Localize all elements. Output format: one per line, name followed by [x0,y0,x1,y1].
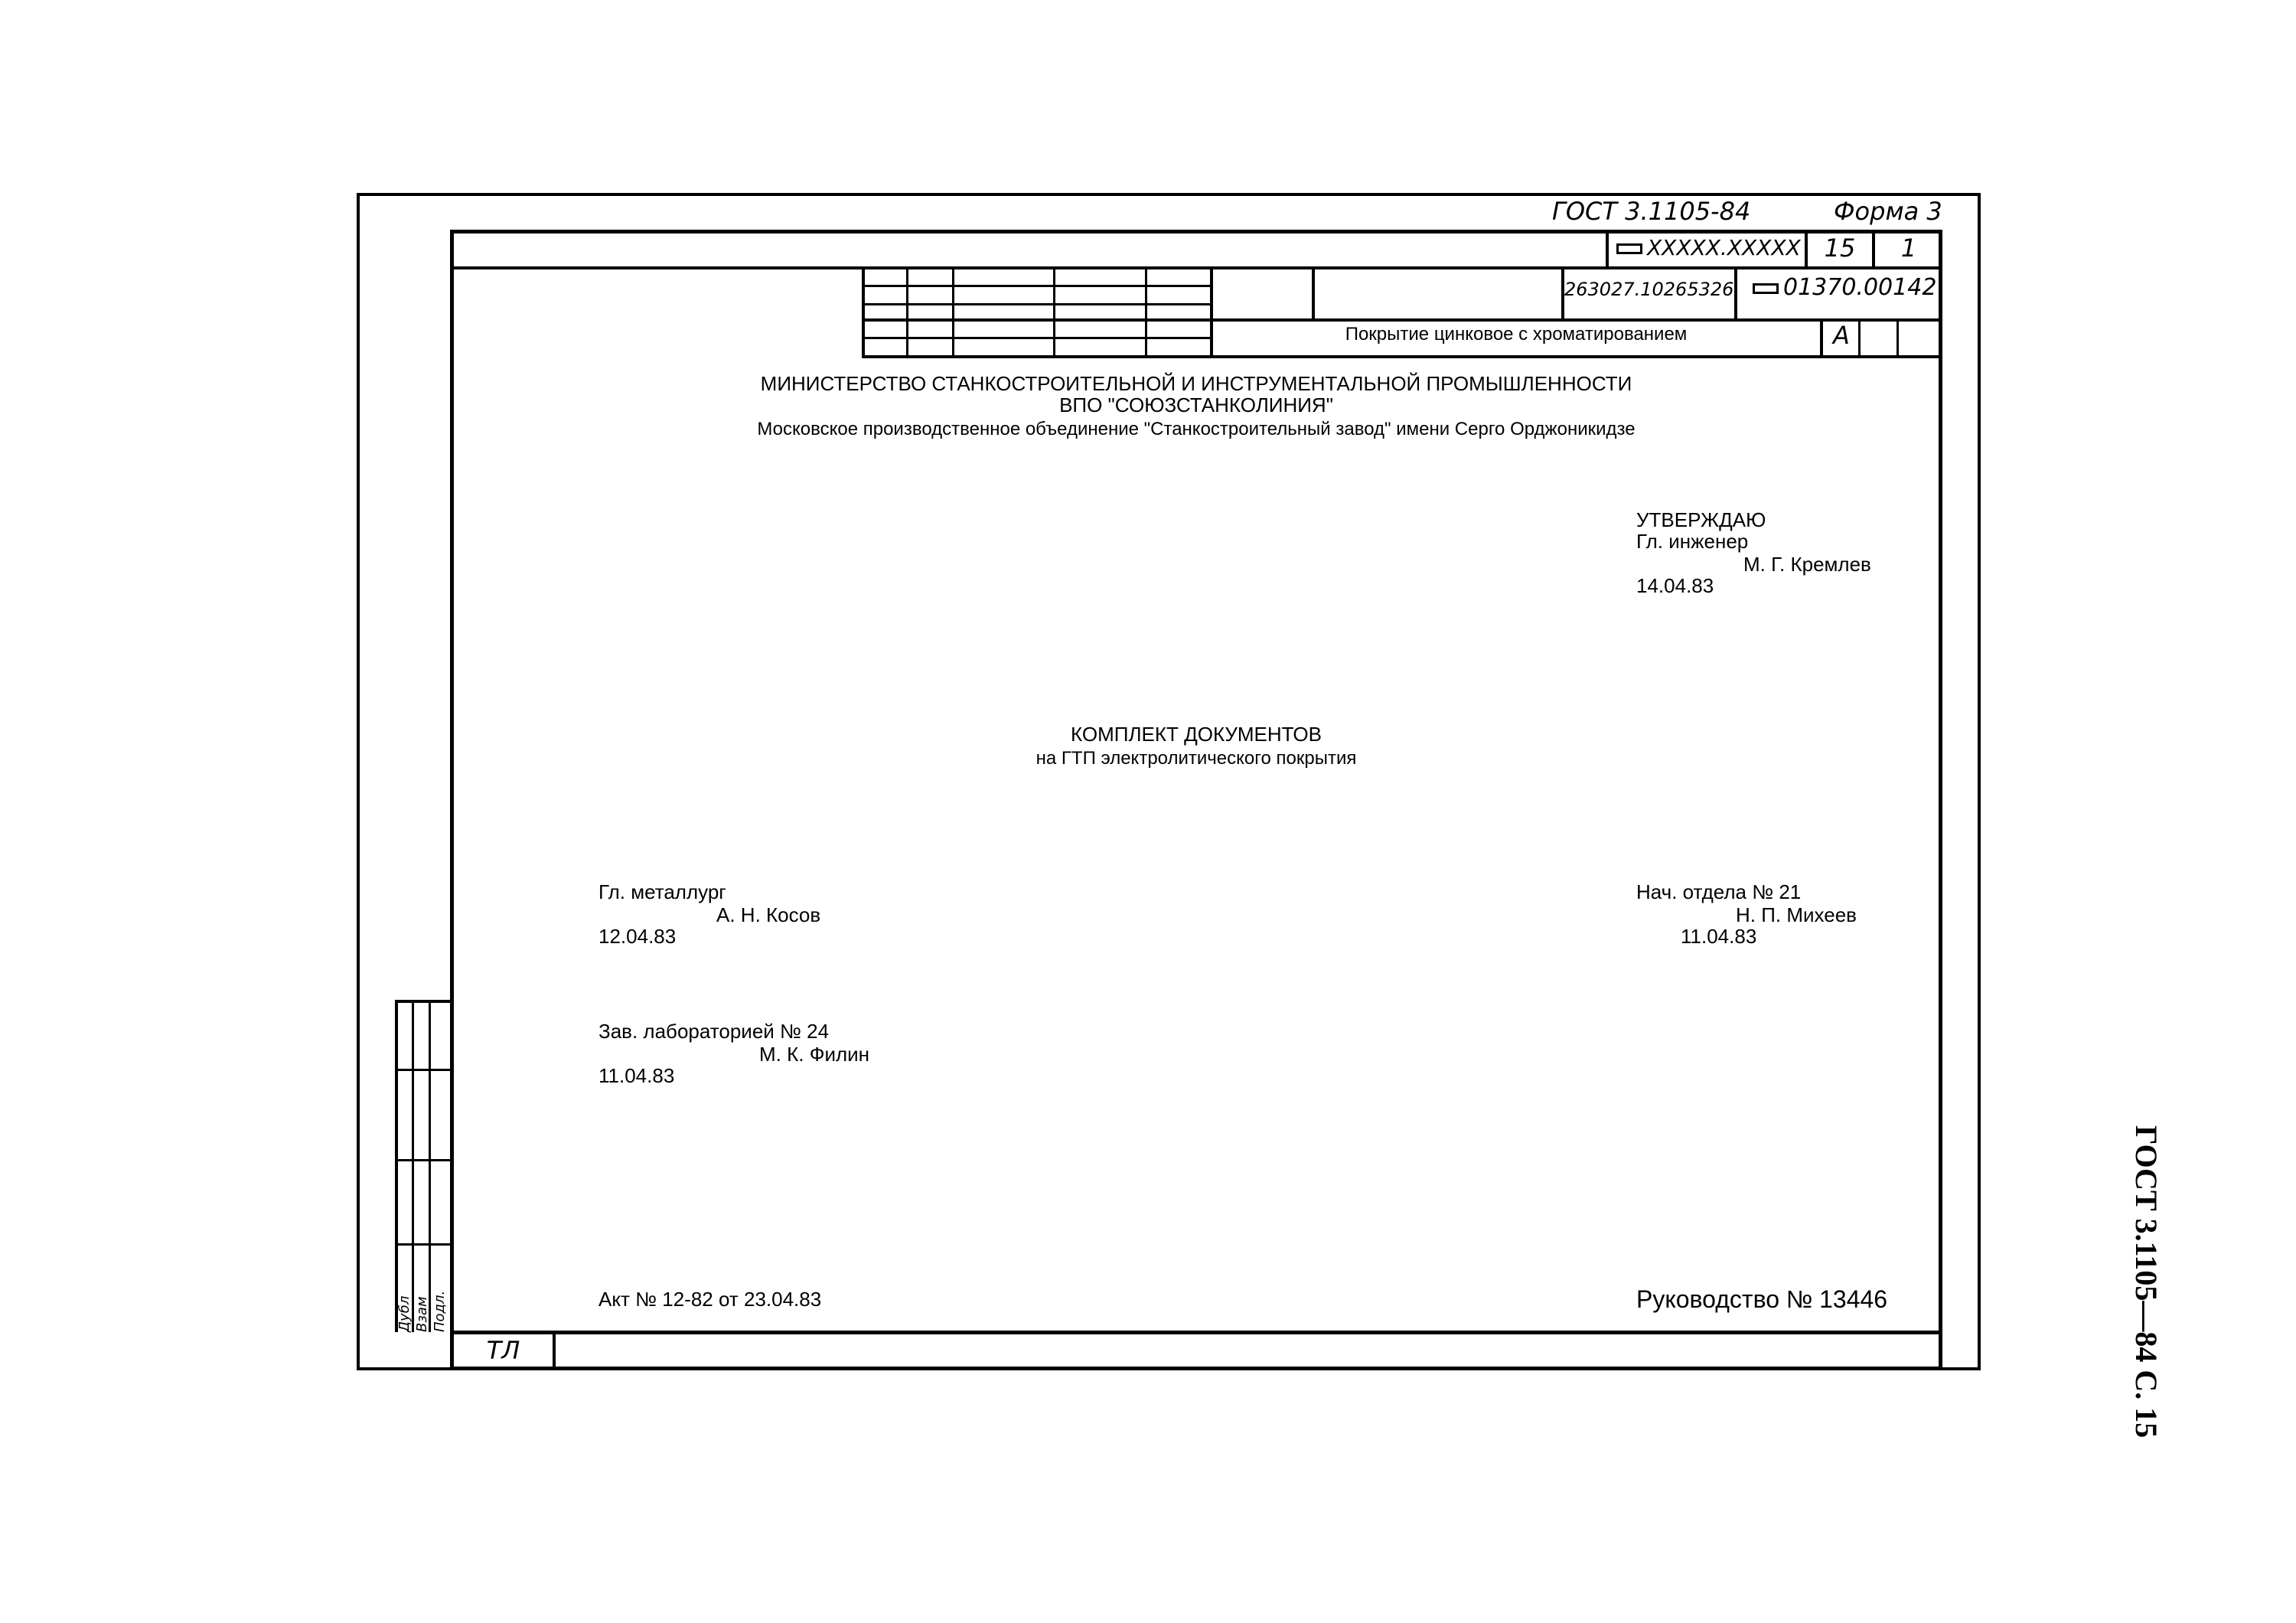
ministry-name: МИНИСТЕРСТВО СТАНКОСТРОИТЕЛЬНОЙ И ИНСТРУМЕНТАЛЬНОЙ ПРОМЫШЛЕННОСТИ [760,372,1632,395]
dept-date: 11.04.83 [1681,925,1757,948]
side-stamp [395,1000,450,1332]
approve-date: 14.04.83 [1636,574,1714,597]
approve-title: УТВЕРЖДАЮ [1636,508,1766,531]
footer-top-line [450,1331,1942,1334]
product-code-2: 01370.00142 [1783,274,1937,301]
document-designation-icon [1753,283,1779,294]
letter-cell: А [1833,321,1850,350]
doc-title: КОМПЛЕКТ ДОКУМЕНТОВ [1071,723,1322,746]
lab-name: М. К. Филин [759,1043,870,1066]
side-label-podl: Подл. [432,1290,448,1332]
act-reference: Акт № 12-82 от 23.04.83 [598,1288,822,1311]
page-caption: ГОСТ 3.1105—84 С. 15 [2129,1125,2164,1438]
standard-number: ГОСТ 3.1105-84 [1552,197,1751,226]
guide-reference: Руководство № 13446 [1636,1285,1888,1313]
lab-date: 11.04.83 [598,1064,675,1087]
metallurg-name: А. Н. Косов [716,903,821,926]
side-label-vzam: Взам [414,1296,430,1332]
sheets-total: 15 [1824,233,1856,263]
product-name: Покрытие цинковое с хроматированием [1345,324,1688,345]
metallurg-date: 12.04.83 [598,925,677,948]
approve-position: Гл. инженер [1636,530,1749,553]
side-label-inv: Дубл [396,1295,413,1332]
doc-code: ХХХХХ.ХХХХХ [1647,235,1801,260]
doc-code-cell [1616,234,1801,262]
form-number: Форма 3 [1834,197,1942,226]
sheet-number: 1 [1900,233,1917,263]
doc-type: ТЛ [486,1336,520,1365]
product-code-1: 263027.10265326 [1564,279,1734,300]
product-code-2-cell [1753,274,1936,302]
dept-name: Н. П. Михеев [1736,903,1857,926]
vpo-name: ВПО "СОЮЗСТАНКОЛИНИЯ" [1059,394,1333,416]
approve-name: М. Г. Кремлев [1743,553,1871,576]
lab-position: Зав. лабораторией № 24 [598,1020,830,1043]
document-designation-icon [1616,243,1642,254]
footer-divider [553,1332,556,1370]
divider [1606,230,1609,268]
metallurg-position: Гл. металлург [598,880,726,903]
plant-name: Московское производственное объединение "Станкостроительный завод" имени Серго Орджоникидзе [757,419,1636,439]
doc-subtitle: на ГТП электролитического покрытия [1035,748,1357,769]
dept-position: Нач. отдела № 21 [1636,880,1802,903]
